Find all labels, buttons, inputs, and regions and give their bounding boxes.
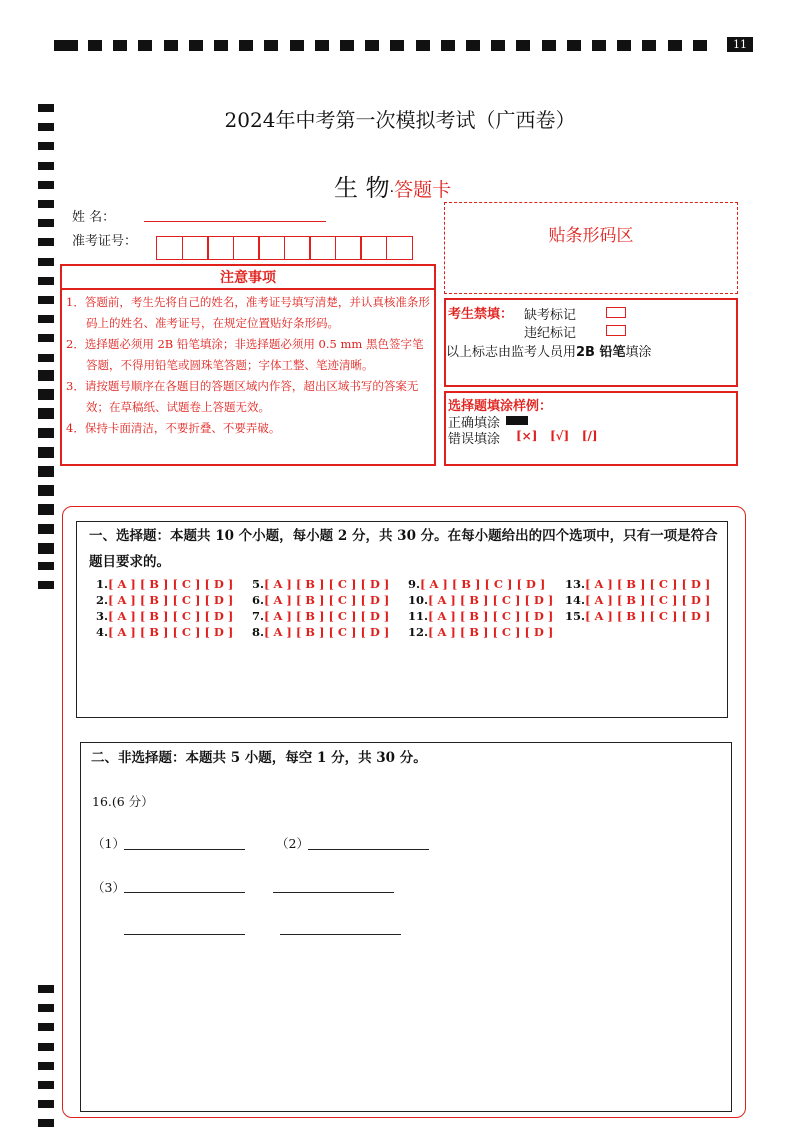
timing-mark (567, 40, 581, 51)
answer-options[interactable]: [ A ] [ B ] [ C ] [ D ] (428, 593, 554, 607)
timing-mark (668, 40, 682, 51)
id-digit-cell[interactable] (207, 236, 234, 260)
question-number: 1. (96, 577, 109, 591)
barcode-area (444, 202, 738, 294)
answer-blank-3d[interactable] (280, 934, 401, 935)
timing-mark (38, 142, 54, 150)
answer-options[interactable]: [ A ] [ B ] [ C ] [ D ] (420, 577, 546, 591)
note-bold: 2B 铅笔 (576, 345, 626, 360)
timing-mark (38, 370, 54, 378)
exam-id-cells[interactable] (156, 236, 411, 260)
timing-mark (365, 40, 379, 51)
timing-mark (38, 181, 54, 189)
wrong-mark: [×] (516, 429, 538, 443)
answer-options[interactable]: [ A ] [ B ] [ C ] [ D ] (264, 625, 390, 639)
question-number: 11. (408, 609, 429, 623)
answer-options[interactable]: [ A ] [ B ] [ C ] [ D ] (585, 609, 711, 623)
notice-item: 2．选择题必须用 2B 铅笔填涂；非选择题必须用 0.5 mm 黑色签字笔答题，不得用铅笔或圆珠笔答题；字体工整、笔迹清晰。 (66, 337, 424, 372)
question-number: 15. (565, 609, 586, 623)
examinee-box (444, 298, 738, 387)
id-digit-cell[interactable] (284, 236, 311, 260)
answer-options[interactable]: [ A ] [ B ] [ C ] [ D ] (108, 609, 234, 623)
mc-question-row[interactable] (565, 608, 710, 624)
mc-question-row[interactable] (408, 592, 553, 608)
wrong-mark: [/] (581, 429, 598, 443)
page-title: 2024年中考第一次模拟考试（广西卷） (224, 108, 576, 132)
id-digit-cell[interactable] (360, 236, 387, 260)
answer-blank-3b[interactable] (273, 892, 394, 893)
timing-mark (38, 1023, 54, 1031)
question-number: 5. (252, 577, 265, 591)
timing-mark (315, 40, 329, 51)
part-3-label: （3） (92, 880, 125, 895)
mc-question-row[interactable] (96, 592, 233, 608)
timing-mark (416, 40, 430, 51)
timing-mark (38, 408, 54, 416)
timing-mark (592, 40, 606, 51)
id-digit-cell[interactable] (233, 236, 260, 260)
answer-card-label: 答题卡 (394, 179, 452, 201)
timing-mark (38, 1062, 54, 1070)
barcode-label: 贴条形码区 (548, 226, 634, 246)
mc-question-row[interactable] (565, 592, 710, 608)
timing-mark (38, 389, 54, 397)
question-number: 4. (96, 625, 109, 639)
question-number: 14. (565, 593, 586, 607)
timing-mark (466, 40, 480, 51)
filled-sample-mark (506, 416, 528, 425)
question-number: 12. (408, 625, 429, 639)
notice-item: 3．请按题号顺序在各题目的答题区域内作答，超出区域书写的答案无效；在草稿纸、试题卷上答题无效。 (66, 379, 419, 414)
timing-mark (390, 40, 404, 51)
timing-mark (214, 40, 228, 51)
timing-mark (38, 1119, 54, 1127)
timing-mark (88, 40, 102, 51)
question-number: 3. (96, 609, 109, 623)
note-prefix: 以上标志由监考人员用 (446, 345, 577, 360)
question-number: 13. (565, 577, 586, 591)
id-digit-cell[interactable] (309, 236, 336, 260)
timing-mark (113, 40, 127, 51)
answer-options[interactable]: [ A ] [ B ] [ C ] [ D ] (585, 593, 711, 607)
id-digit-cell[interactable] (386, 236, 413, 260)
question-number: 6. (252, 593, 265, 607)
timing-mark (38, 200, 54, 208)
answer-options[interactable]: [ A ] [ B ] [ C ] [ D ] (108, 593, 234, 607)
sample-title: 选择题填涂样例： (448, 399, 553, 414)
timing-mark (38, 238, 54, 246)
timing-mark (340, 40, 354, 51)
answer-blank-3a[interactable] (124, 892, 245, 893)
examinee-note (446, 341, 652, 360)
notice-title: 注意事项 (62, 266, 434, 290)
mc-column (565, 576, 710, 624)
question-number: 2. (96, 593, 109, 607)
mc-question-row[interactable] (96, 576, 233, 592)
wrong-mark: [√] (549, 429, 570, 443)
answer-blank-1[interactable] (124, 849, 245, 850)
answer-blank-3c[interactable] (124, 934, 245, 935)
mc-question-row[interactable] (252, 624, 389, 640)
mc-column (252, 576, 389, 640)
timing-mark (38, 1004, 54, 1012)
timing-mark (38, 354, 54, 362)
part-1-label: （1） (92, 836, 125, 851)
timing-mark (38, 219, 54, 227)
timing-mark (38, 581, 54, 589)
answer-options[interactable]: [ A ] [ B ] [ C ] [ D ] (108, 625, 234, 639)
mc-question-row[interactable] (408, 608, 553, 624)
notice-item: 4．保持卡面清洁，不要折叠、不要弄破。 (66, 421, 281, 435)
answer-options[interactable]: [ A ] [ B ] [ C ] [ D ] (264, 593, 390, 607)
subject-dot: · (389, 184, 395, 200)
part-2-label: （2） (276, 836, 309, 851)
timing-mark (516, 40, 530, 51)
timing-mark (189, 40, 203, 51)
mc-column (408, 576, 553, 640)
absent-label: 缺考标记 (524, 308, 577, 323)
timing-mark (38, 428, 54, 436)
mc-question-row[interactable] (96, 624, 233, 640)
violation-mark-box[interactable] (606, 325, 626, 336)
correct-label: 正确填涂 (448, 416, 501, 431)
timing-mark (491, 40, 505, 51)
mc-question-row[interactable] (96, 608, 233, 624)
notice-list (66, 292, 430, 439)
id-label: 准考证号： (72, 234, 138, 249)
id-digit-cell[interactable] (156, 236, 183, 260)
timing-mark (38, 543, 54, 551)
mc-question-row[interactable] (408, 624, 553, 640)
answer-options[interactable]: [ A ] [ B ] [ C ] [ D ] (585, 577, 711, 591)
timing-mark (38, 277, 54, 285)
timing-mark (38, 1081, 54, 1089)
section2-heading: 二、非选择题：本题共 5 小题，每空 1 分，共 30 分。 (91, 750, 427, 766)
question-number: 7. (252, 609, 265, 623)
page-number: 11 (727, 37, 753, 52)
violation-label: 违纪标记 (524, 326, 577, 341)
wrong-label: 错误填涂 (448, 432, 501, 447)
mc-question-row[interactable] (252, 592, 389, 608)
id-digit-cell[interactable] (182, 236, 209, 260)
notice-item: 1．答题前，考生先将自己的姓名，准考证号填写清楚，并认真核准条形码上的姓名、准考证号，在规定位置贴好条形码。 (66, 295, 430, 330)
answer-options[interactable]: [ A ] [ B ] [ C ] [ D ] (428, 609, 554, 623)
timing-mark (38, 315, 54, 323)
name-label: 姓 名： (72, 210, 116, 225)
question-number: 10. (408, 593, 429, 607)
timing-mark (693, 40, 707, 51)
subject-title (334, 168, 451, 203)
mc-question-row[interactable] (252, 576, 389, 592)
question-16-label: 16.(6 分） (92, 794, 154, 809)
absent-mark-box[interactable] (606, 307, 626, 318)
timing-mark (38, 162, 54, 170)
examinee-title: 考生禁填： (448, 307, 514, 322)
timing-mark (38, 296, 54, 304)
timing-mark (38, 562, 54, 570)
sample-box (444, 391, 738, 466)
mc-column (96, 576, 233, 640)
timing-mark (38, 524, 54, 532)
name-field[interactable] (144, 221, 326, 222)
subject-name: 生 物 (334, 174, 390, 202)
timing-mark (38, 485, 54, 493)
note-suffix: 填涂 (625, 345, 652, 360)
answer-options[interactable]: [ A ] [ B ] [ C ] [ D ] (264, 577, 390, 591)
question-number: 9. (408, 577, 421, 591)
section1-heading: 一、选择题：本题共 10 个小题，每小题 2 分，共 30 分。在每小题给出的四个选项中，只有一项是符合题目要求的。 (89, 528, 718, 570)
timing-mark (38, 466, 54, 474)
timing-mark (642, 40, 656, 51)
wrong-marks (516, 429, 598, 443)
timing-mark (290, 40, 304, 51)
mc-question-row[interactable] (408, 576, 553, 592)
answer-options[interactable]: [ A ] [ B ] [ C ] [ D ] (108, 577, 234, 591)
top-timing-marks (54, 38, 754, 52)
timing-mark (239, 40, 253, 51)
mc-question-row[interactable] (252, 608, 389, 624)
timing-mark (138, 40, 152, 51)
timing-mark (38, 1100, 54, 1108)
timing-mark (617, 40, 631, 51)
timing-mark (38, 985, 54, 993)
timing-mark (38, 447, 54, 455)
timing-mark (38, 334, 54, 342)
id-digit-cell[interactable] (335, 236, 362, 260)
timing-mark (441, 40, 455, 51)
timing-mark (38, 1043, 54, 1051)
timing-mark (542, 40, 556, 51)
timing-mark (54, 40, 78, 51)
answer-blank-2[interactable] (308, 849, 429, 850)
answer-options[interactable]: [ A ] [ B ] [ C ] [ D ] (428, 625, 554, 639)
timing-mark (38, 504, 54, 512)
answer-options[interactable]: [ A ] [ B ] [ C ] [ D ] (264, 609, 390, 623)
timing-mark (164, 40, 178, 51)
timing-mark (38, 258, 54, 266)
question-number: 8. (252, 625, 265, 639)
timing-mark (264, 40, 278, 51)
mc-question-row[interactable] (565, 576, 710, 592)
section2-box (80, 742, 732, 1112)
id-digit-cell[interactable] (258, 236, 285, 260)
